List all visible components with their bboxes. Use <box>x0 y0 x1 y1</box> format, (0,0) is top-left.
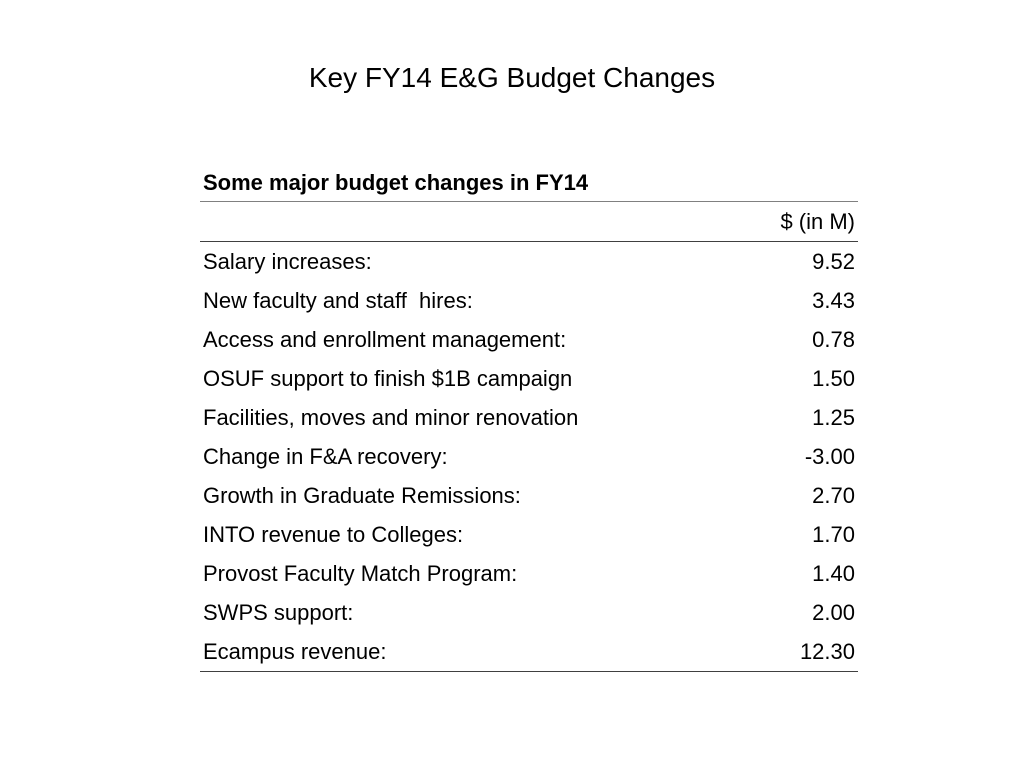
table-row <box>200 242 858 282</box>
row-label: Access and enrollment management: <box>203 326 567 352</box>
row-value: 1.40 <box>812 560 855 586</box>
row-label: Ecampus revenue: <box>203 638 387 664</box>
table-row <box>200 437 858 476</box>
row-value: 12.30 <box>799 638 855 664</box>
table-caption-row <box>200 165 858 202</box>
table-row <box>200 359 858 398</box>
row-label: Growth in Graduate Remissions: <box>203 482 521 508</box>
row-value: 2.70 <box>812 482 855 508</box>
row-label: OSUF support to finish $1B campaign <box>203 365 573 391</box>
row-label: Change in F&A recovery: <box>203 443 448 469</box>
table-row <box>200 320 858 359</box>
table-row <box>200 398 858 437</box>
table-row <box>200 515 858 554</box>
row-value: 9.52 <box>812 248 855 274</box>
row-label: INTO revenue to Colleges: <box>203 521 464 547</box>
table-row <box>200 281 858 320</box>
units-spacer-cell <box>200 202 743 242</box>
budget-changes-table <box>200 165 858 672</box>
table-row <box>200 476 858 515</box>
budget-table-container <box>200 165 858 672</box>
table-row <box>200 554 858 593</box>
units-header: $ (in M) <box>780 208 855 234</box>
row-value: 1.70 <box>812 521 855 547</box>
row-label: New faculty and staff hires: <box>203 287 473 313</box>
row-label: SWPS support: <box>203 599 354 625</box>
row-value: 1.50 <box>812 365 855 391</box>
row-value: -3.00 <box>804 443 855 469</box>
row-value: 1.25 <box>812 404 855 430</box>
table-row <box>200 593 858 632</box>
row-value: 3.43 <box>812 287 855 313</box>
table-units-row <box>200 202 858 242</box>
row-value: 0.78 <box>812 326 855 352</box>
row-label: Facilities, moves and minor renovation <box>203 404 579 430</box>
row-label: Salary increases: <box>203 248 372 274</box>
row-label: Provost Faculty Match Program: <box>203 560 518 586</box>
slide-title: Key FY14 E&G Budget Changes <box>308 62 716 93</box>
table-caption: Some major budget changes in FY14 <box>203 170 589 195</box>
table-row <box>200 632 858 672</box>
row-value: 2.00 <box>812 599 855 625</box>
